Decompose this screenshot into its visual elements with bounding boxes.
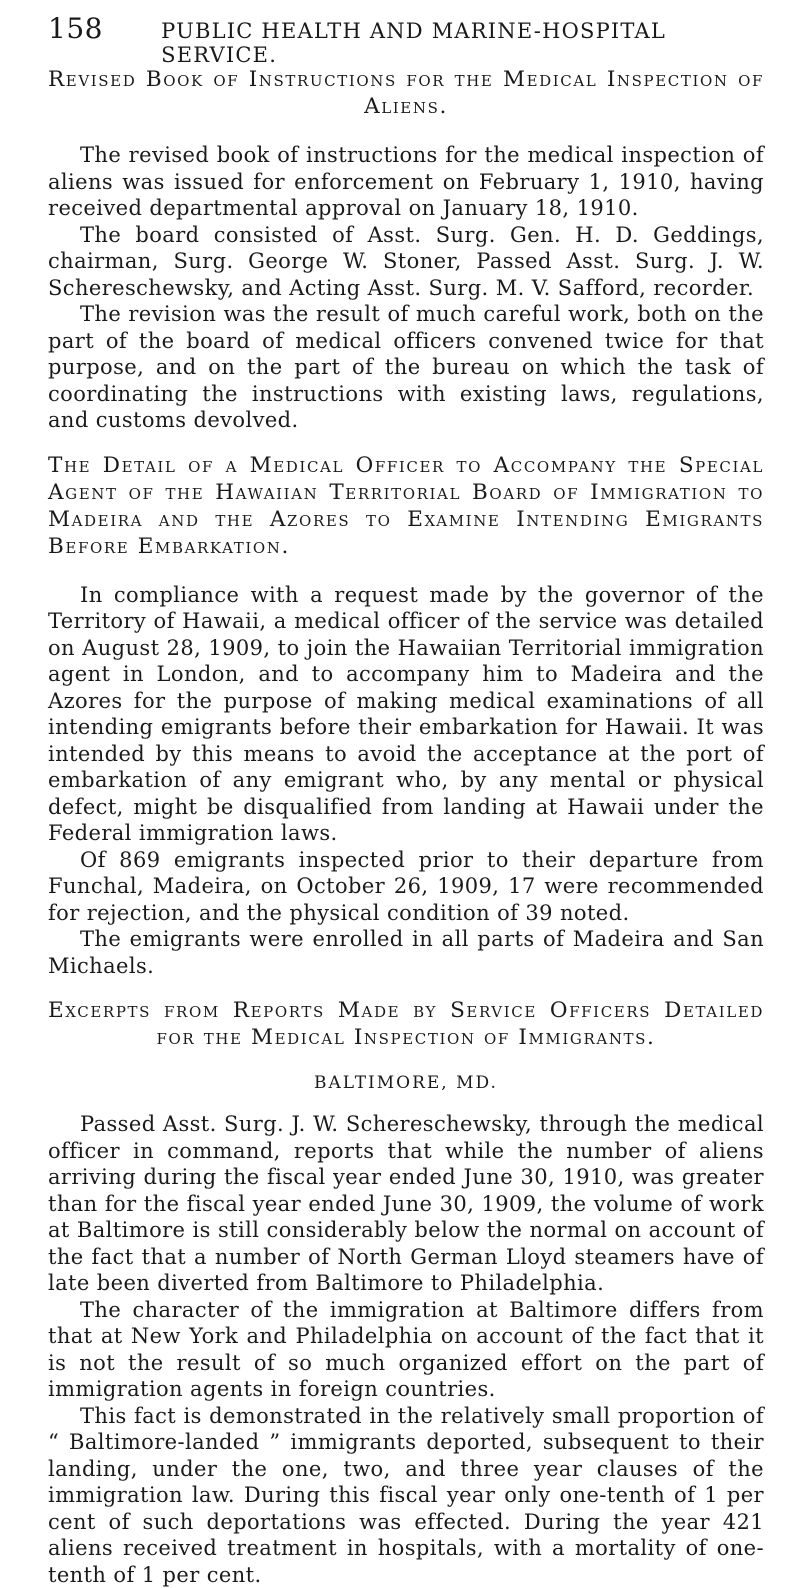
running-head	[48, 12, 764, 56]
running-title: PUBLIC HEALTH AND MARINE-HOSPITAL SERVICE.	[161, 19, 764, 67]
location-subheading: BALTIMORE, MD.	[48, 1073, 764, 1093]
section-excerpts	[48, 997, 764, 1588]
paragraph: In compliance with a request made by the governor of the Territory of Hawaii, a medical officer of the service was detailed on August 28, 1909, to join the Hawaiian Territorial immigration agent in London, and to accompany him to Madeira and the Azores for the purpose of making medical examinations of all intending emigrants before their embarkation for Hawaii. It was intended by this means to avoid the acceptance at the port of embarkation of any emigrant who, by any mental or physical defect, might be disqualified from landing at Hawaii under the Federal immigration laws.	[48, 582, 764, 847]
paragraph: The revised book of instructions for the medical inspection of aliens was issued for enforcement on February 1, 1910, having received departmental approval on January 18, 1910.	[48, 142, 764, 222]
page-number: 158	[48, 12, 161, 45]
section-heading: Revised Book of Instructions for the Medical Inspection of Aliens.	[48, 66, 764, 120]
section-heading: Excerpts from Reports Made by Service Officers Detailed for the Medical Inspection of Immigrants.	[48, 997, 764, 1051]
section-revised-book	[48, 66, 764, 434]
paragraph: The board consisted of Asst. Surg. Gen. H. D. Geddings, chairman, Surg. George W. Stoner, Passed Asst. Surg. J. W. Schereschewsky, and Acting Asst. Surg. M. V. Safford, recorder.	[48, 222, 764, 302]
paragraph: The revision was the result of much careful work, both on the part of the board of medical officers convened twice for that purpose, and on the part of the bureau on which the task of coordinating the instructions with existing laws, regulations, and customs devolved.	[48, 301, 764, 434]
section-hawaii-detail	[48, 452, 764, 980]
paragraph: This fact is demonstrated in the relatively small proportion of “ Baltimore-landed ” immigrants deported, subsequent to their landing, under the one, two, and three year clauses of the immigration law. During this fiscal year only one-tenth of 1 per cent of such deportations was effected. During the year 421 aliens received treatment in hospitals, with a mortality of one-tenth of 1 per cent.	[48, 1403, 764, 1588]
paragraph: The emigrants were enrolled in all parts of Madeira and San Michaels.	[48, 926, 764, 979]
paragraph: Of 869 emigrants inspected prior to their departure from Funchal, Madeira, on October 26, 1909, 17 were recommended for rejection, and the physical condition of 39 noted.	[48, 847, 764, 927]
section-heading: The Detail of a Medical Officer to Accompany the Special Agent of the Hawaiian Territorial Board of Immigration to Madeira and the Azores to Examine Intending Emigrants Before Embarkation.	[48, 452, 764, 560]
paragraph: The character of the immigration at Baltimore differs from that at New York and Philadelphia on account of the fact that it is not the result of so much organized effort on the part of immigration agents in foreign countries.	[48, 1297, 764, 1403]
paragraph: Passed Asst. Surg. J. W. Schereschewsky, through the medical officer in command, reports that while the number of aliens arriving during the fiscal year ended June 30, 1910, was greater than for the fiscal year ended June 30, 1909, the volume of work at Baltimore is still considerably below the normal on account of the fact that a number of North German Lloyd steamers have of late been diverted from Baltimore to Philadelphia.	[48, 1111, 764, 1297]
